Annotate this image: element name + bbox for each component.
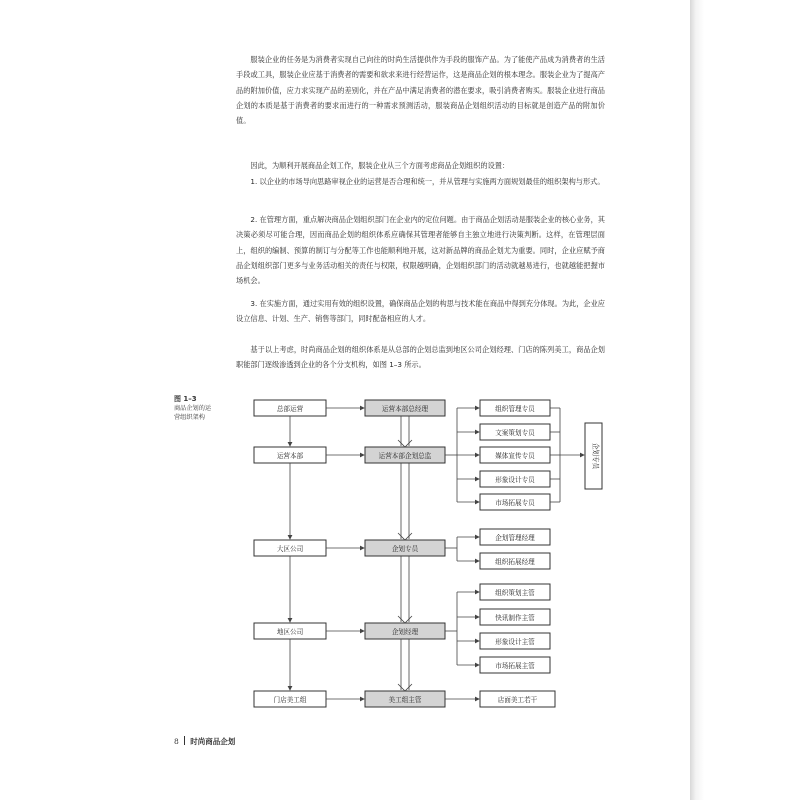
middle-label-3: 企划专员 [391,545,419,553]
page-footer [174,736,235,747]
left-label-5: 门店美工组 [273,696,307,704]
group-2-branch [445,529,550,569]
footer-divider [184,736,186,745]
left-label-4: 地区公司 [276,628,304,636]
store-branch [445,691,555,707]
paragraph-2: 因此，为顺利开展商品企划工作，服装企业从三个方面考虑商品企划组织的设置： [250,161,510,170]
group3-label-2: 快讯制作主管 [495,614,535,622]
paragraph-5: 3. 在实施方面，通过实用有效的组织设置，确保商品企划的构思与技术能在商品中得到充分体现。为此，企业应设立信息、计划、生产、销售等部门，同时配备相应的人才。 [236,299,605,324]
paragraph-4: 2. 在管理方面，重点解决商品企划组织部门在企业内的定位问题。由于商品企划活动是服装企业的核心业务，其决策必须尽可能合理，因而商品企划的组织体系应确保其管理者能够自主独立地进行决策判断。这样，在管理层面上，组织的编制、预算的制订与分配等工作也能顺利地开展，这对新品牌的商品企划尤为重要。同时，企业应赋予商品企划组织部门更多与业务活动相关的责任与权限，权限越明确，企划组织部门的活动就越易进行，也就越能把握市场机会。 [236,215,605,286]
group1-label-1: 组织管理专员 [495,405,535,413]
group3-label-4: 市场拓展主管 [495,662,535,670]
group-1-branch [445,400,602,510]
figure-caption-line-2: 营组织架构 [174,414,205,421]
paragraph-3: 1. 以企业的市场导向思路审视企业的运营是否合理和统一，并从管理与实施两方面规划最佳的组织架构与形式。 [250,177,605,186]
store-label: 店面美工若干 [497,696,538,704]
group3-label-3: 形象设计主管 [495,638,535,646]
middle-label-4: 企划经理 [391,628,419,636]
page-number: 8 [174,737,179,746]
middle-label-2: 运营本部企划总监 [378,452,432,460]
middle-label-5: 美工组主管 [388,696,422,704]
paragraph-1: 服装企业的任务是为消费者实现自己向往的时尚生活提供作为手段的服饰产品。为了能使产品成为消费者的生活手段或工具，服装企业应基于消费者的需要和欲求来进行经营运作，这是商品企划的根本理念。服装企业为了提高产品的附加价值，应力求实现产品的差别化，并在产品中满足消费者的潜在要求，吸引消费者购买。服装企业进行商品企划的本质是基于消费者的要求而进行的一种需求预测活动，服装商品企划组织活动的目标就是创造产品的附加价值。 [236,55,605,126]
group1-label-2: 文案策划专员 [495,429,535,437]
group1-label-5: 市场拓展专员 [495,499,535,507]
middle-column [365,400,445,707]
horizontal-connectors [326,408,364,699]
group2-label-2: 组织拓展经理 [495,558,535,566]
vertical-box-label: 企划专员 [591,442,600,470]
left-label-1: 总部运营 [276,405,304,413]
figure-caption-line-1: 商品企划的运 [174,405,212,412]
group-3-branch [445,584,550,673]
left-label-2: 运营本部 [276,452,304,460]
group1-label-4: 形象设计专员 [495,476,535,484]
group2-label-1: 企划管理经理 [495,534,535,542]
middle-label-1: 运营本部总经理 [381,405,429,413]
figure-number: 图 1–3 [174,395,197,403]
paragraph-6: 基于以上考虑，时尚商品企划的组织体系是从总部的企划总监到地区公司企划经理、门店的陈列美工，商品企划职能部门逐级渗透到企业的各个分支机构，如图 1–3 所示。 [236,345,605,370]
group1-label-3: 媒体宣传专员 [495,452,535,460]
left-column [254,400,326,707]
left-label-3: 大区公司 [276,545,304,553]
book-title: 时尚商品企划 [190,737,236,746]
group3-label-1: 组织策划主管 [495,589,535,597]
